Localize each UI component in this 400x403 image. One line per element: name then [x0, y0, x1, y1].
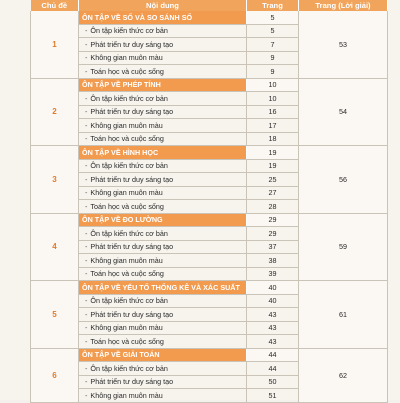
topic-number: 3 [31, 146, 79, 214]
subsection-page-number: 43 [247, 321, 299, 335]
dash-bullet: - [85, 228, 88, 238]
dash-bullet: - [85, 107, 88, 117]
subsection-page-number: 40 [247, 294, 299, 308]
topic-number: 6 [31, 348, 79, 402]
table-of-contents [30, 0, 388, 403]
subsection-label: Phát triển tư duy sáng tạo [90, 309, 174, 319]
subsection-page-number: 19 [247, 159, 299, 173]
subsection-page-number: 10 [247, 92, 299, 106]
subsection-cell[interactable] [79, 51, 247, 65]
dash-bullet: - [85, 201, 88, 211]
topic-title[interactable]: ÔN TẬP VỀ GIẢI TOÁN [79, 348, 247, 362]
subsection-cell[interactable] [79, 186, 247, 200]
topic-answer-page: 59 [299, 213, 388, 281]
subsection-label: Ôn tập kiến thức cơ bản [90, 363, 168, 373]
dash-bullet: - [85, 269, 88, 279]
subsection-page-number: 9 [247, 65, 299, 79]
subsection-label: Ôn tập kiến thức cơ bản [90, 161, 168, 171]
subsection-page-number: 9 [247, 51, 299, 65]
subsection-page-number: 7 [247, 38, 299, 52]
header-topic: Chủ đề [31, 0, 79, 11]
topic-number: 2 [31, 78, 79, 146]
subsection-label: Toán học và cuộc sống [90, 201, 164, 211]
topic-answer-page: 54 [299, 78, 388, 146]
subsection-page-number: 37 [247, 240, 299, 254]
subsection-page-number: 27 [247, 186, 299, 200]
dash-bullet: - [85, 188, 88, 198]
topic-answer-page: 62 [299, 348, 388, 402]
subsection-label: Toán học và cuộc sống [90, 269, 164, 279]
topic-page-number: 5 [247, 11, 299, 24]
subsection-label: Phát triển tư duy sáng tạo [90, 39, 174, 49]
subsection-label: Phát triển tư duy sáng tạo [90, 377, 174, 387]
topic-page-number: 40 [247, 281, 299, 295]
dash-bullet: - [85, 161, 88, 171]
subsection-page-number: 38 [247, 254, 299, 268]
subsection-page-number: 18 [247, 132, 299, 146]
subsection-page-number: 51 [247, 389, 299, 403]
subsection-cell[interactable] [79, 227, 247, 241]
subsection-label: Ôn tập kiến thức cơ bản [90, 93, 168, 103]
subsection-label: Không gian muôn màu [90, 390, 163, 400]
dash-bullet: - [85, 242, 88, 252]
dash-bullet: - [85, 323, 88, 333]
subsection-cell[interactable] [79, 173, 247, 187]
subsection-page-number: 43 [247, 335, 299, 349]
dash-bullet: - [85, 26, 88, 36]
subsection-page-number: 16 [247, 105, 299, 119]
table-header-row [31, 0, 388, 11]
subsection-page-number: 17 [247, 119, 299, 133]
subsection-cell[interactable] [79, 335, 247, 349]
topic-section-row [31, 146, 388, 160]
subsection-label: Không gian muôn màu [90, 53, 163, 63]
subsection-label: Không gian muôn màu [90, 188, 163, 198]
topic-page-number: 19 [247, 146, 299, 160]
subsection-label: Toán học và cuộc sống [90, 336, 164, 346]
subsection-cell[interactable] [79, 362, 247, 376]
dash-bullet: - [85, 363, 88, 373]
topic-answer-page: 61 [299, 281, 388, 349]
header-content: Nội dung [79, 0, 247, 11]
subsection-cell[interactable] [79, 308, 247, 322]
subsection-label: Không gian muôn màu [90, 323, 163, 333]
topic-page-number: 29 [247, 213, 299, 227]
subsection-cell[interactable] [79, 321, 247, 335]
subsection-cell[interactable] [79, 159, 247, 173]
subsection-cell[interactable] [79, 254, 247, 268]
dash-bullet: - [85, 53, 88, 63]
subsection-cell[interactable] [79, 294, 247, 308]
subsection-label: Toán học và cuộc sống [90, 66, 164, 76]
dash-bullet: - [85, 309, 88, 319]
subsection-page-number: 29 [247, 227, 299, 241]
topic-section-row [31, 213, 388, 227]
topic-number: 1 [31, 11, 79, 78]
subsection-page-number: 25 [247, 173, 299, 187]
header-answer-page: Trang (Lời giải) [299, 0, 388, 11]
dash-bullet: - [85, 174, 88, 184]
subsection-cell[interactable] [79, 200, 247, 214]
topic-number: 5 [31, 281, 79, 349]
dash-bullet: - [85, 120, 88, 130]
topic-section-row [31, 11, 388, 24]
topic-page-number: 10 [247, 78, 299, 92]
subsection-label: Ôn tập kiến thức cơ bản [90, 228, 168, 238]
subsection-cell[interactable] [79, 65, 247, 79]
subsection-label: Ôn tập kiến thức cơ bản [90, 296, 168, 306]
subsection-cell[interactable] [79, 119, 247, 133]
subsection-cell[interactable] [79, 105, 247, 119]
topic-title[interactable]: ÔN TẬP VỀ YẾU TỐ THỐNG KÊ VÀ XÁC SUẤT [79, 281, 247, 295]
subsection-cell[interactable] [79, 240, 247, 254]
header-page: Trang [247, 0, 299, 11]
subsection-page-number: 43 [247, 308, 299, 322]
dash-bullet: - [85, 93, 88, 103]
topic-title[interactable]: ÔN TẬP VỀ HÌNH HỌC [79, 146, 247, 160]
topic-title[interactable]: ÔN TẬP VỀ ĐO LƯỜNG [79, 213, 247, 227]
dash-bullet: - [85, 39, 88, 49]
subsection-cell[interactable] [79, 24, 247, 38]
dash-bullet: - [85, 255, 88, 265]
topic-title[interactable]: ÔN TẬP VỀ SỐ VÀ SO SÁNH SỐ [79, 11, 247, 24]
subsection-label: Ôn tập kiến thức cơ bản [90, 26, 168, 36]
dash-bullet: - [85, 336, 88, 346]
topic-answer-page: 53 [299, 11, 388, 78]
dash-bullet: - [85, 296, 88, 306]
topic-answer-page: 56 [299, 146, 388, 214]
subsection-label: Không gian muôn màu [90, 120, 163, 130]
subsection-label: Phát triển tư duy sáng tạo [90, 174, 174, 184]
topic-section-row [31, 348, 388, 362]
subsection-page-number: 44 [247, 362, 299, 376]
subsection-cell[interactable] [79, 92, 247, 106]
subsection-label: Toán học và cuộc sống [90, 134, 164, 144]
subsection-cell[interactable] [79, 38, 247, 52]
subsection-cell[interactable] [79, 267, 247, 281]
subsection-page-number: 28 [247, 200, 299, 214]
subsection-page-number: 5 [247, 24, 299, 38]
topic-section-row [31, 281, 388, 295]
dash-bullet: - [85, 66, 88, 76]
dash-bullet: - [85, 134, 88, 144]
subsection-page-number: 50 [247, 375, 299, 389]
subsection-page-number: 39 [247, 267, 299, 281]
topic-number: 4 [31, 213, 79, 281]
topic-title[interactable]: ÔN TẬP VỀ PHÉP TÍNH [79, 78, 247, 92]
subsection-label: Phát triển tư duy sáng tạo [90, 107, 174, 117]
subsection-cell[interactable] [79, 132, 247, 146]
dash-bullet: - [85, 390, 88, 400]
topic-section-row [31, 78, 388, 92]
subsection-label: Không gian muôn màu [90, 255, 163, 265]
table-body [31, 11, 388, 402]
subsection-label: Phát triển tư duy sáng tạo [90, 242, 174, 252]
subsection-cell[interactable] [79, 375, 247, 389]
topic-page-number: 44 [247, 348, 299, 362]
dash-bullet: - [85, 377, 88, 387]
